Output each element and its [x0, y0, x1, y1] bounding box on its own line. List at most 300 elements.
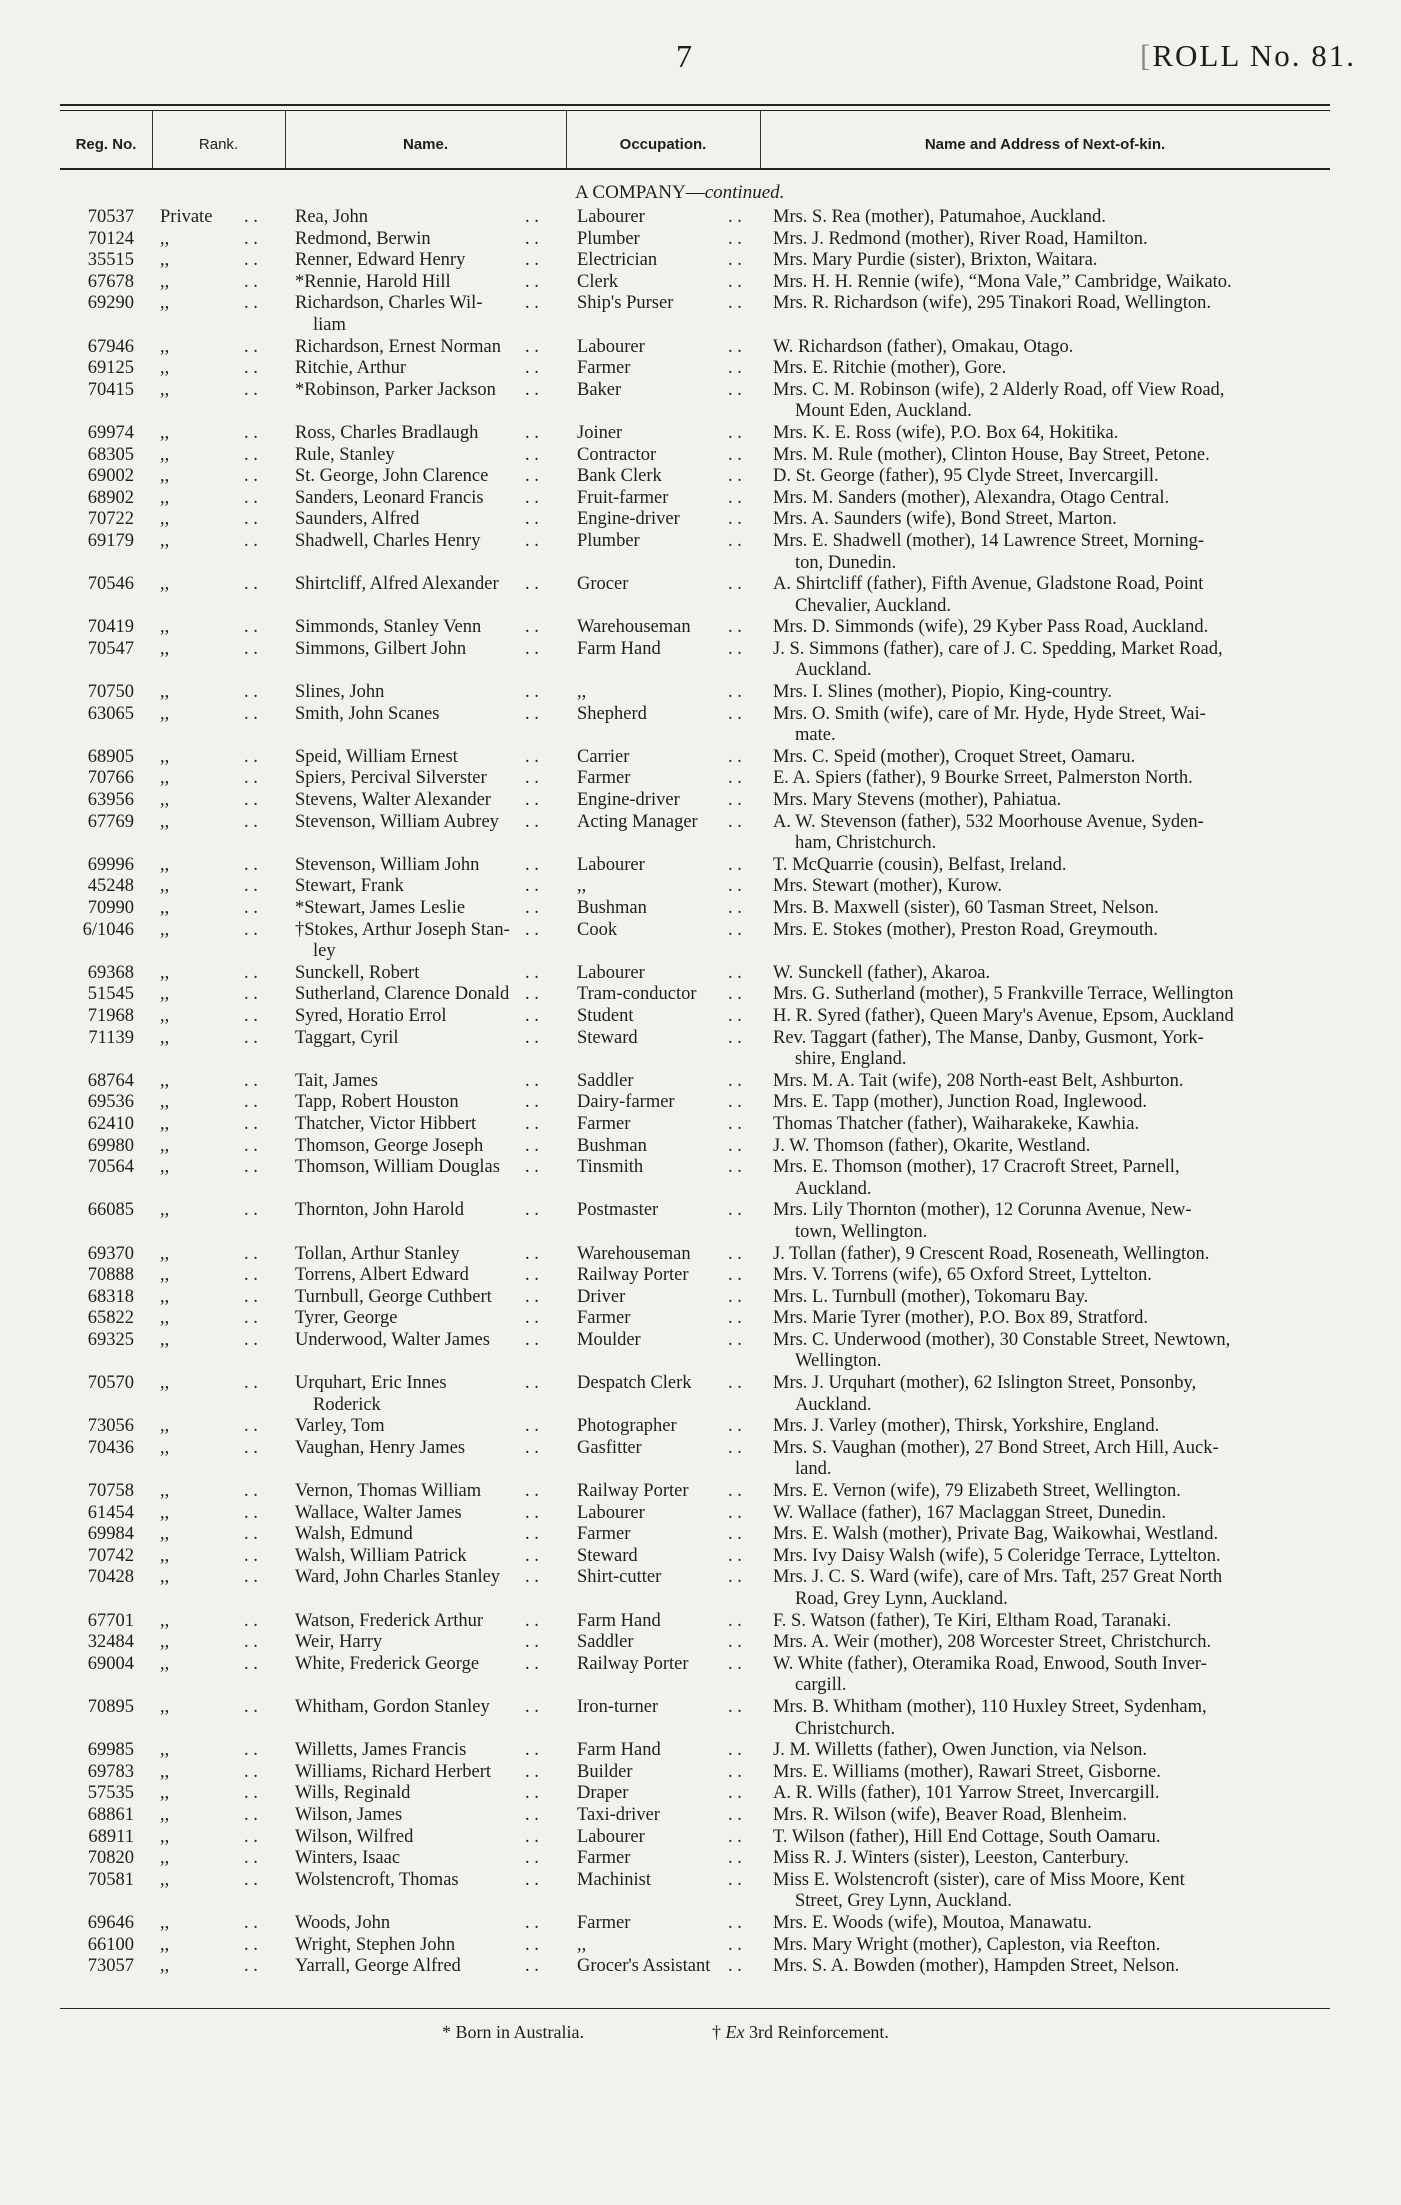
soldier-name: Thornton, John Harold: [295, 1200, 465, 1221]
occupation: Machinist: [577, 1869, 651, 1890]
leader-dots: . .: [244, 336, 258, 357]
reg-number: 68764: [87, 1070, 134, 1091]
rank: ,,: [160, 1373, 170, 1394]
occupation: Bushman: [577, 898, 647, 918]
next-of-kin: Mrs. E. Tapp (mother), Junction Road, Inglewood.: [773, 1092, 1147, 1113]
reg-number: 70570: [87, 1373, 134, 1394]
column-header-reg-no: Reg. No.: [75, 135, 137, 153]
leader-dots: . .: [244, 746, 258, 767]
rank: ,,: [160, 811, 170, 832]
leader-dots: . .: [525, 682, 539, 703]
table-row: [0, 380, 1401, 423]
leader-dots: . .: [525, 250, 539, 271]
soldier-name: Tait, James: [295, 1070, 378, 1091]
soldier-name: Tapp, Robert Houston: [295, 1092, 459, 1113]
leader-dots: . .: [244, 1956, 258, 1977]
leader-dots: . .: [244, 1286, 258, 1307]
table-row: [0, 1092, 1401, 1114]
soldier-name: Speid, William Ernest: [295, 746, 458, 767]
soldier-name: Stewart, Frank: [295, 876, 404, 897]
rank: ,,: [160, 1740, 170, 1761]
reg-number: 35515: [87, 250, 134, 271]
soldier-name: Richardson, Ernest Norman: [295, 336, 502, 357]
rank: ,,: [160, 1653, 170, 1674]
leader-dots: . .: [525, 1956, 539, 1977]
leader-dots: . .: [525, 487, 539, 508]
next-of-kin: Mrs. E. Williams (mother), Rawari Street, Gisborne.: [773, 1761, 1161, 1782]
occupation: Driver: [577, 1286, 626, 1307]
next-of-kin: J. Tollan (father), 9 Crescent Road, Roseneath, Wellington.: [773, 1243, 1210, 1264]
next-of-kin: Mrs. R. Richardson (wife), 295 Tinakori Road, Wellington.: [773, 293, 1212, 314]
next-of-kin: Mrs. M. Sanders (mother), Alexandra, Otago Central.: [773, 487, 1170, 508]
leader-dots: . .: [728, 746, 742, 767]
rank: ,,: [160, 1869, 170, 1890]
reg-number: 69980: [87, 1135, 134, 1156]
leader-dots: . .: [728, 379, 742, 400]
soldier-name: Wright, Stephen John: [295, 1934, 456, 1955]
soldier-name: Weir, Harry: [295, 1632, 383, 1653]
reg-number: 63956: [87, 790, 134, 811]
soldier-name: Ritchie, Arthur: [295, 358, 406, 379]
next-of-kin: Mrs. J. Varley (mother), Thirsk, Yorkshire, England.: [773, 1416, 1160, 1437]
occupation: Saddler: [577, 1070, 634, 1091]
next-of-kin: Mrs. I. Slines (mother), Piopio, King-country.: [773, 682, 1112, 703]
footnote-dagger: †: [712, 2022, 726, 2042]
rank: ,,: [160, 1696, 170, 1717]
table-row: [0, 1416, 1401, 1438]
soldier-name: Sutherland, Clarence Donald: [295, 984, 510, 1005]
table-row: [0, 704, 1401, 747]
leader-dots: . .: [244, 228, 258, 249]
rank: ,,: [160, 1524, 170, 1545]
next-of-kin: J. M. Willetts (father), Owen Junction, via Nelson.: [773, 1740, 1147, 1761]
occupation: Acting Manager: [577, 811, 698, 832]
next-of-kin-continued: Christchurch.: [795, 1718, 896, 1739]
next-of-kin: A. W. Stevenson (father), 532 Moorhouse Avenue, Syden-: [773, 811, 1204, 832]
leader-dots: . .: [525, 207, 539, 227]
table-row: [0, 812, 1401, 855]
occupation: Postmaster: [577, 1200, 659, 1221]
next-of-kin: Mrs. E. Ritchie (mother), Gore.: [773, 358, 1007, 379]
leader-dots: . .: [244, 1869, 258, 1890]
next-of-kin: Mrs. S. A. Bowden (mother), Hampden Street, Nelson.: [773, 1956, 1180, 1977]
leader-dots: . .: [728, 336, 742, 357]
roll-table: [0, 207, 1401, 1978]
table-row: [0, 358, 1401, 380]
rank: ,,: [160, 1329, 170, 1350]
table-row: [0, 1805, 1401, 1827]
reg-number: 69325: [87, 1329, 134, 1350]
leader-dots: . .: [525, 1653, 539, 1674]
soldier-name: Taggart, Cyril: [295, 1027, 399, 1048]
occupation: Labourer: [577, 962, 645, 983]
reg-number: 70581: [87, 1869, 134, 1890]
column-header-next-of-kin: Name and Address of Next-of-kin.: [924, 135, 1166, 153]
occupation: Railway Porter: [577, 1265, 689, 1286]
leader-dots: . .: [525, 1740, 539, 1761]
leader-dots: . .: [244, 509, 258, 530]
leader-dots: . .: [244, 1848, 258, 1869]
roll-label: ROLL No. 81.: [1152, 38, 1357, 73]
table-row: [0, 207, 1401, 229]
leader-dots: . .: [728, 1373, 742, 1394]
occupation: Baker: [577, 379, 622, 400]
leader-dots: . .: [244, 811, 258, 832]
next-of-kin: Mrs. E. Walsh (mother), Private Bag, Waikowhai, Westland.: [773, 1524, 1219, 1545]
leader-dots: . .: [244, 1740, 258, 1761]
next-of-kin-continued: ham, Christchurch.: [795, 833, 937, 854]
occupation: Ship's Purser: [577, 293, 674, 314]
next-of-kin-continued: Chevalier, Auckland.: [795, 595, 951, 616]
leader-dots: . .: [525, 228, 539, 249]
occupation: Cook: [577, 919, 618, 940]
rank: ,,: [160, 1912, 170, 1933]
next-of-kin-continued: land.: [795, 1459, 832, 1480]
leader-dots: . .: [728, 487, 742, 508]
leader-dots: . .: [244, 1135, 258, 1156]
leader-dots: . .: [244, 207, 258, 227]
occupation: Carrier: [577, 746, 630, 767]
rank: ,,: [160, 876, 170, 897]
next-of-kin-continued: mate.: [795, 725, 836, 746]
column-header-name: Name.: [402, 135, 449, 153]
next-of-kin: J. S. Simmons (father), care of J. C. Spedding, Market Road,: [773, 638, 1223, 659]
rank: ,,: [160, 1848, 170, 1869]
leader-dots: . .: [728, 1869, 742, 1890]
leader-dots: . .: [728, 854, 742, 875]
soldier-name: *Rennie, Harold Hill: [295, 271, 451, 292]
rank: ,,: [160, 1416, 170, 1437]
rank: ,,: [160, 1761, 170, 1782]
reg-number: 67678: [87, 271, 134, 292]
leader-dots: . .: [728, 1956, 742, 1977]
leader-dots: . .: [525, 1804, 539, 1825]
soldier-name: Ross, Charles Bradlaugh: [295, 422, 479, 443]
reg-number: 6/1046: [82, 919, 134, 940]
leader-dots: . .: [525, 293, 539, 314]
leader-dots: . .: [728, 228, 742, 249]
occupation: Electrician: [577, 250, 658, 271]
occupation: Labourer: [577, 854, 645, 875]
reg-number: 57535: [87, 1783, 134, 1804]
rank: ,,: [160, 466, 170, 487]
rank: ,,: [160, 1135, 170, 1156]
leader-dots: . .: [728, 1437, 742, 1458]
soldier-name: Vernon, Thomas William: [295, 1481, 482, 1502]
leader-dots: . .: [525, 271, 539, 292]
next-of-kin: Mrs. C. Underwood (mother), 30 Constable Street, Newtown,: [773, 1329, 1231, 1350]
table-row: [0, 1114, 1401, 1136]
leader-dots: . .: [728, 444, 742, 465]
occupation: Photographer: [577, 1416, 677, 1437]
reg-number: 70547: [87, 638, 134, 659]
leader-dots: . .: [525, 1265, 539, 1286]
occupation: Joiner: [577, 422, 623, 443]
reg-number: 70428: [87, 1567, 134, 1588]
leader-dots: . .: [244, 854, 258, 875]
next-of-kin: T. Wilson (father), Hill End Cottage, South Oamaru.: [773, 1826, 1161, 1847]
leader-dots: . .: [728, 1567, 742, 1588]
rank: ,,: [160, 530, 170, 551]
reg-number: 70419: [87, 617, 134, 638]
soldier-name: Thatcher, Victor Hibbert: [295, 1113, 477, 1134]
next-of-kin: Mrs. Lily Thornton (mother), 12 Corunna Avenue, New-: [773, 1200, 1192, 1221]
occupation: Grocer's Assistant: [577, 1956, 711, 1977]
leader-dots: . .: [244, 617, 258, 638]
rank: ,,: [160, 1005, 170, 1026]
leader-dots: . .: [728, 1286, 742, 1307]
next-of-kin: Mrs. C. M. Robinson (wife), 2 Alderly Road, off View Road,: [773, 379, 1225, 400]
leader-dots: . .: [244, 1481, 258, 1502]
table-row: [0, 790, 1401, 812]
rank: ,,: [160, 768, 170, 789]
leader-dots: . .: [728, 250, 742, 271]
leader-dots: . .: [728, 1848, 742, 1869]
soldier-name: Walsh, Edmund: [295, 1524, 413, 1545]
leader-dots: . .: [244, 1329, 258, 1350]
next-of-kin-continued: Auckland.: [795, 1394, 872, 1415]
occupation: Farmer: [577, 1848, 631, 1869]
leader-dots: . .: [244, 768, 258, 789]
next-of-kin: Mrs. G. Sutherland (mother), 5 Frankville Terrace, Wellington: [773, 984, 1234, 1005]
leader-dots: . .: [525, 530, 539, 551]
leader-dots: . .: [728, 207, 742, 227]
reg-number: 69004: [87, 1653, 134, 1674]
next-of-kin: W. Sunckell (father), Akaroa.: [773, 962, 991, 983]
reg-number: 69783: [87, 1761, 134, 1782]
occupation: Farm Hand: [577, 1610, 661, 1631]
reg-number: 70415: [87, 379, 134, 400]
leader-dots: . .: [244, 1761, 258, 1782]
rank: ,,: [160, 1308, 170, 1329]
leader-dots: . .: [244, 1912, 258, 1933]
next-of-kin-continued: Road, Grey Lynn, Auckland.: [795, 1589, 1008, 1609]
rank: ,,: [160, 1610, 170, 1631]
soldier-name: Simmons, Gilbert John: [295, 638, 467, 659]
leader-dots: . .: [244, 1113, 258, 1134]
rank: ,,: [160, 638, 170, 659]
leader-dots: . .: [728, 422, 742, 443]
leader-dots: . .: [728, 1243, 742, 1264]
soldier-name: Underwood, Walter James: [295, 1329, 490, 1350]
reg-number: 70820: [87, 1848, 134, 1869]
rank: ,,: [160, 919, 170, 940]
leader-dots: . .: [244, 1524, 258, 1545]
next-of-kin: A. R. Wills (father), 101 Yarrow Street, Invercargill.: [773, 1783, 1160, 1804]
leader-dots: . .: [525, 1373, 539, 1394]
next-of-kin-continued: cargill.: [795, 1675, 847, 1696]
occupation: Farmer: [577, 1912, 631, 1933]
rank: ,,: [160, 228, 170, 249]
leader-dots: . .: [525, 876, 539, 897]
soldier-name: Tyrer, George: [295, 1308, 398, 1329]
leader-dots: . .: [728, 1740, 742, 1761]
reg-number: 68861: [87, 1804, 134, 1825]
soldier-name: Rea, John: [295, 207, 368, 227]
rank: ,,: [160, 1437, 170, 1458]
table-row: [0, 1157, 1401, 1200]
soldier-name: Shadwell, Charles Henry: [295, 530, 481, 551]
leader-dots: . .: [728, 617, 742, 638]
occupation: Contractor: [577, 444, 657, 465]
soldier-name: Redmond, Berwin: [295, 228, 431, 249]
table-row: [0, 1028, 1401, 1071]
next-of-kin: F. S. Watson (father), Te Kiri, Eltham Road, Taranaki.: [773, 1610, 1172, 1631]
rank: ,,: [160, 962, 170, 983]
table-row: [0, 337, 1401, 359]
soldier-name: Walsh, William Patrick: [295, 1545, 467, 1566]
leader-dots: . .: [525, 1502, 539, 1523]
soldier-name: Syred, Horatio Errol: [295, 1005, 447, 1026]
reg-number: 69368: [87, 962, 134, 983]
reg-number: 70750: [87, 682, 134, 703]
table-row: [0, 272, 1401, 294]
rank: ,,: [160, 1070, 170, 1091]
soldier-name: Smith, John Scanes: [295, 703, 440, 724]
occupation: Builder: [577, 1761, 633, 1782]
leader-dots: . .: [525, 1934, 539, 1955]
leader-dots: . .: [244, 1092, 258, 1113]
leader-dots: . .: [525, 746, 539, 767]
occupation: Railway Porter: [577, 1653, 689, 1674]
next-of-kin: Mrs. Ivy Daisy Walsh (wife), 5 Coleridge Terrace, Lyttelton.: [773, 1545, 1221, 1566]
soldier-name: Stevenson, William Aubrey: [295, 811, 499, 832]
next-of-kin: Mrs. E. Shadwell (mother), 14 Lawrence Street, Morning-: [773, 530, 1205, 551]
occupation: Shirt-cutter: [577, 1567, 662, 1588]
table-row: [0, 1546, 1401, 1568]
next-of-kin: Mrs. A. Saunders (wife), Bond Street, Marton.: [773, 509, 1117, 530]
next-of-kin: Mrs. M. Rule (mother), Clinton House, Bay Street, Petone.: [773, 444, 1210, 465]
reg-number: 61454: [87, 1502, 134, 1523]
table-row: [0, 876, 1401, 898]
leader-dots: . .: [244, 1696, 258, 1717]
leader-dots: . .: [728, 271, 742, 292]
leader-dots: . .: [728, 1912, 742, 1933]
leader-dots: . .: [525, 1113, 539, 1134]
rank: ,,: [160, 358, 170, 379]
occupation: Steward: [577, 1545, 638, 1566]
table-row: [0, 574, 1401, 617]
leader-dots: . .: [244, 271, 258, 292]
leader-dots: . .: [728, 1653, 742, 1674]
occupation: Farmer: [577, 1113, 631, 1134]
soldier-name: Sanders, Leonard Francis: [295, 487, 484, 508]
occupation: Labourer: [577, 336, 645, 357]
leader-dots: . .: [244, 898, 258, 918]
leader-dots: . .: [244, 1934, 258, 1955]
leader-dots: . .: [728, 1200, 742, 1221]
reg-number: 70537: [87, 207, 134, 227]
reg-number: 70888: [87, 1265, 134, 1286]
occupation: Farm Hand: [577, 638, 661, 659]
table-row: [0, 1567, 1401, 1610]
occupation: Iron-turner: [577, 1696, 659, 1717]
rank: ,,: [160, 1804, 170, 1825]
leader-dots: . .: [728, 1826, 742, 1847]
occupation: Gasfitter: [577, 1437, 642, 1458]
next-of-kin-continued: town, Wellington.: [795, 1221, 928, 1242]
rank: ,,: [160, 1783, 170, 1804]
rank: ,,: [160, 509, 170, 530]
soldier-name: Ward, John Charles Stanley: [295, 1567, 501, 1588]
table-row: [0, 1827, 1401, 1849]
table-row: [0, 855, 1401, 877]
soldier-name: *Stewart, James Leslie: [295, 898, 466, 918]
table-row: [0, 1265, 1401, 1287]
table-row: [0, 1740, 1401, 1762]
occupation: ,,: [577, 1934, 587, 1955]
next-of-kin: W. White (father), Oteramika Road, Enwood, South Inver-: [773, 1653, 1207, 1674]
rank: ,,: [160, 1956, 170, 1977]
leader-dots: . .: [525, 1912, 539, 1933]
rank: ,,: [160, 617, 170, 638]
leader-dots: . .: [525, 1243, 539, 1264]
reg-number: 69646: [87, 1912, 134, 1933]
rank: ,,: [160, 379, 170, 400]
occupation: ,,: [577, 682, 587, 703]
reg-number: 67946: [87, 336, 134, 357]
occupation: Plumber: [577, 228, 640, 249]
soldier-name: Vaughan, Henry James: [295, 1437, 466, 1458]
rank: ,,: [160, 1113, 170, 1134]
table-row: [0, 1783, 1401, 1805]
leader-dots: . .: [728, 509, 742, 530]
next-of-kin: Mrs. E. Stokes (mother), Preston Road, Greymouth.: [773, 919, 1158, 940]
soldier-name: Renner, Edward Henry: [295, 250, 466, 271]
soldier-name: Wills, Reginald: [295, 1783, 411, 1804]
table-row: [0, 747, 1401, 769]
table-row: [0, 466, 1401, 488]
soldier-name: Varley, Tom: [295, 1416, 385, 1437]
occupation: Warehouseman: [577, 1243, 691, 1264]
next-of-kin-continued: Auckland.: [795, 660, 872, 681]
leader-dots: . .: [525, 1157, 539, 1178]
reg-number: 51545: [87, 984, 134, 1005]
leader-dots: . .: [728, 1157, 742, 1178]
next-of-kin: A. Shirtcliff (father), Fifth Avenue, Gladstone Road, Point: [773, 574, 1204, 595]
reg-number: 70722: [87, 509, 134, 530]
leader-dots: . .: [244, 444, 258, 465]
reg-number: 68905: [87, 746, 134, 767]
table-row: [0, 1136, 1401, 1158]
table-row: [0, 1762, 1401, 1784]
header-top-rule-thin: [60, 110, 1330, 111]
next-of-kin: Mrs. O. Smith (wife), care of Mr. Hyde, Hyde Street, Wai-: [773, 703, 1206, 724]
table-row: [0, 1200, 1401, 1243]
leader-dots: . .: [244, 1826, 258, 1847]
leader-dots: . .: [728, 919, 742, 940]
next-of-kin: Mrs. L. Turnbull (mother), Tokomaru Bay.: [773, 1286, 1089, 1307]
leader-dots: . .: [728, 574, 742, 595]
soldier-name-continued: liam: [313, 314, 346, 335]
reg-number: 70124: [87, 228, 134, 249]
soldier-name: Wilson, Wilfred: [295, 1826, 414, 1847]
leader-dots: . .: [728, 530, 742, 551]
reg-number: 63065: [87, 703, 134, 724]
leader-dots: . .: [244, 876, 258, 897]
rank: ,,: [160, 1243, 170, 1264]
next-of-kin-continued: shire, England.: [795, 1049, 907, 1070]
rank: ,,: [160, 854, 170, 875]
table-row: [0, 682, 1401, 704]
soldier-name: Whitham, Gordon Stanley: [295, 1696, 490, 1717]
leader-dots: . .: [525, 1005, 539, 1026]
soldier-name: Winters, Isaac: [295, 1848, 401, 1869]
reg-number: 68902: [87, 487, 134, 508]
rank: ,,: [160, 250, 170, 271]
leader-dots: . .: [244, 1005, 258, 1026]
leader-dots: . .: [728, 811, 742, 832]
